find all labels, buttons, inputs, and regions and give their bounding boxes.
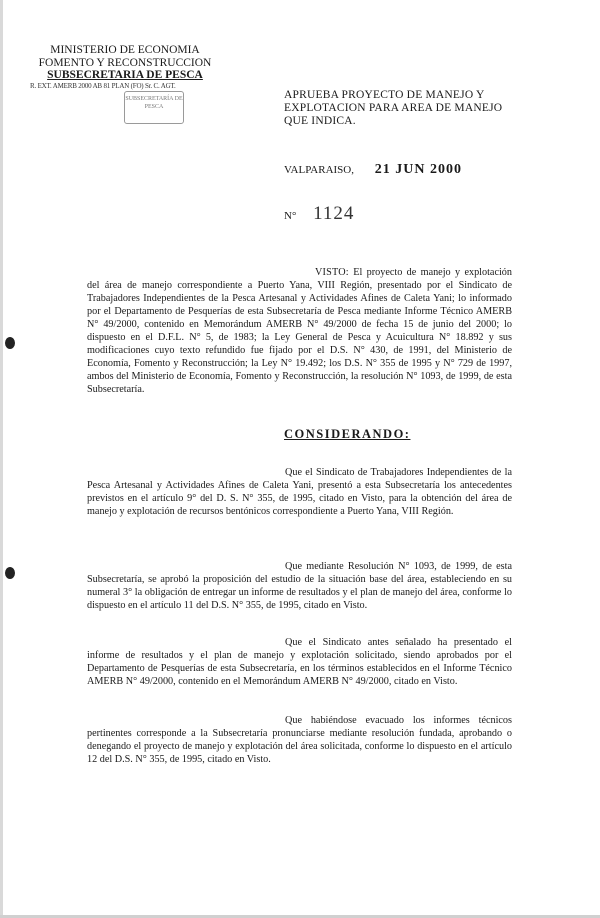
place-date (284, 162, 462, 178)
considerando-paragraph-2: Que mediante Resolución N° 1093, de 1999, de esta Subsecretaría, se aprobó la proposición del estudio de la situación base del área, estableciendo en su numeral 3° la obligación de entregar un informe de resultados y el plan de manejo del área, conforme lo dispuesto en el artículo 11 del D.S. N° 355, de 1995, citado en Visto. (87, 561, 512, 611)
considerando-paragraph-1: Que el Sindicato de Trabajadores Independientes de la Pesca Artesanal y Actividades Afines de Caleta Yani, presentó a esta Subsecretaría los antecedentes previstos en el artículo 9° del D. S. N° 355, de 1995, citado en Visto, para la obtención del área de manejo y explotación de recursos bentónicos correspondiente a Puerto Yana, VIII Región. (87, 467, 512, 517)
number-label: N° (284, 210, 297, 222)
document-title: APRUEBA PROYECTO DE MANEJO Y EXPLOTACION PARA AREA DE MANEJO QUE INDICA. (284, 89, 503, 127)
visto-paragraph (87, 266, 512, 396)
reference-code: R. EXT. AMERB 2000 AB 81 PLAN (FO) Sr. C. AGT. (30, 81, 176, 90)
punch-hole-mark (5, 337, 15, 349)
considerando-paragraph-3: Que el Sindicato antes señalado ha presentado el informe de resultados y el plan de manejo y explotación solicitado, siendo aprobados por el Departamento de Pesquerías de esta Subsecretaría, en los términos establecidos en el Informe Técnico AMERB N° 49/2000, contenido en el Memorándum AMERB N° 49/2000, citado en Visto. (87, 637, 512, 687)
date-stamp: 21 JUN 2000 (374, 162, 462, 177)
office-stamp (124, 91, 184, 124)
considerando-heading: CONSIDERANDO: (284, 427, 411, 441)
considerando-paragraph-4: Que habiéndose evacuado los informes técnicos pertinentes corresponde a la Subsecretaría pronunciarse mediante resolución fundada, aprobando o denegando el proyecto de manejo y explotación del área solicitada, conforme lo dispuesto en el artículo 12 del D.S. N° 355, de 1995, citado en Visto. (87, 715, 512, 765)
punch-hole-mark (5, 567, 15, 579)
visto-text: El proyecto de manejo y explotación del área de manejo correspondiente a Puerto Yana, VIII Región, presentado por el Sindicato de Trabajadores Independientes de la Pesca Artesanal y Actividades Afines de Caleta Yani; lo informado por el Departamento de Pesquerías de esta Subsecretaría de Pesca mediante Informe Técnico AMERB N° 49/2000, contenido en Memorándum AMERB N° 49/2000 de fecha 15 de junio del 2000; lo dispuesto en el D.F.L. N° 5, de 1983; la Ley General de Pesca y Acuicultura N° 18.892 y sus modificaciones cuyo texto refundido fue fijado por el D.S. N° 430, de 1991, del Ministerio de Economía, Fomento y Reconstrucción; la Ley N° 19.492; los D.S. N° 355 de 1995 y N° 729 de 1997, ambos del Ministerio de Economía, Fomento y Reconstrucción, la resolución N° 1093, de 1999, de esta Subsecretaría. (87, 267, 512, 395)
resolution-number (284, 203, 354, 225)
ministry-letterhead (30, 44, 220, 91)
subsecretaria-line: SUBSECRETARIA DE PESCA (47, 69, 203, 81)
number-value: 1124 (313, 203, 355, 224)
ministry-line-1: MINISTERIO DE ECONOMIA (50, 44, 200, 56)
scan-edge-left (0, 0, 3, 918)
ministry-line-2: FOMENTO Y RECONSTRUCCION (38, 56, 212, 69)
visto-lead: VISTO: (315, 267, 349, 278)
place: VALPARAISO, (284, 164, 354, 176)
stamp-text: SUBSECRETARÍA DE PESCA (125, 96, 183, 110)
